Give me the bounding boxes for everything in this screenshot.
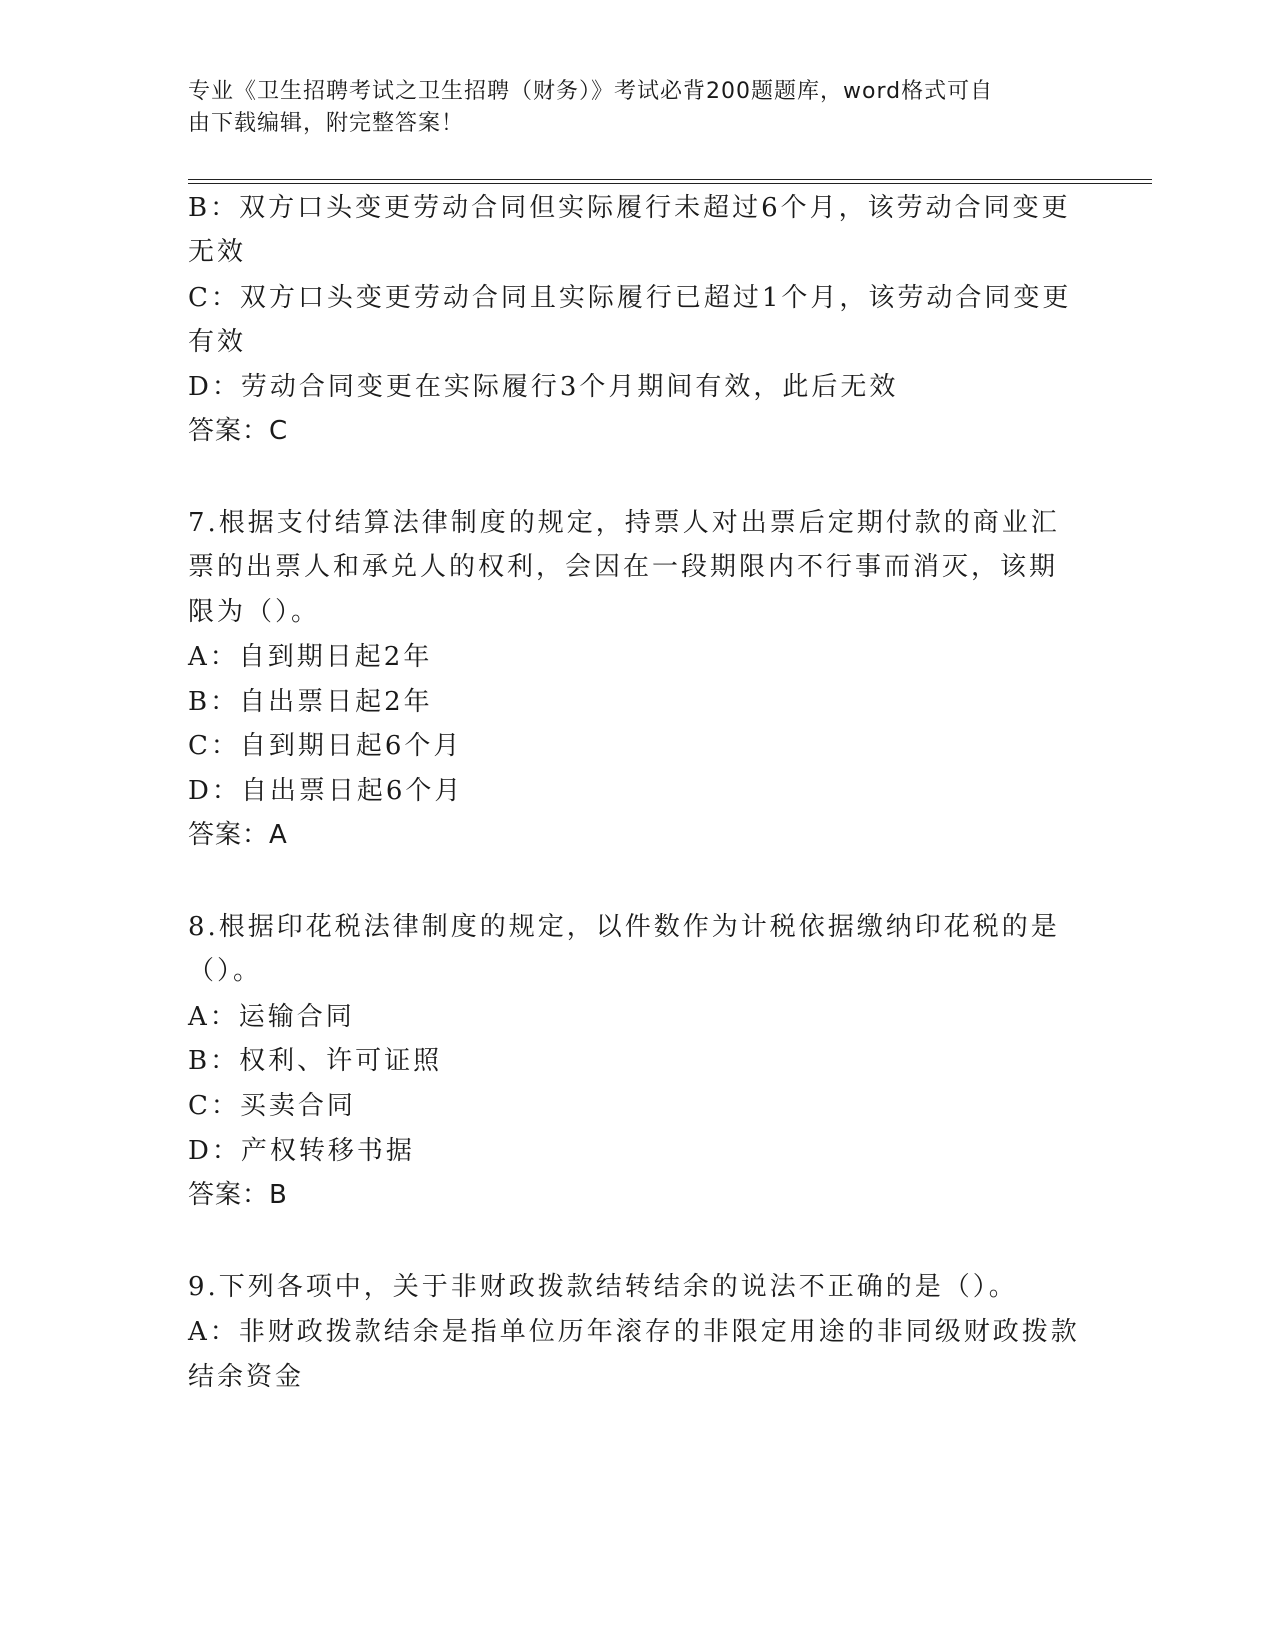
q6-option-b-line-1: B：双方口头变更劳动合同但实际履行未超过6个月，该劳动合同变更 bbox=[188, 193, 1071, 223]
q8-option-c: C：买卖合同 bbox=[188, 1091, 356, 1121]
q6-option-c-line-1: C：双方口头变更劳动合同且实际履行已超过1个月，该劳动合同变更 bbox=[188, 283, 1072, 313]
q8-stem-line-2: （）。 bbox=[188, 956, 263, 986]
q7-stem-line-3: 限为（）。 bbox=[188, 597, 321, 627]
q7-stem-line-2: 票的出票人和承兑人的权利，会因在一段期限内不行事而消灭，该期 bbox=[188, 552, 1059, 582]
q7-option-b: B：自出票日起2年 bbox=[188, 687, 433, 717]
q8-option-a: A：运输合同 bbox=[188, 1002, 355, 1032]
header-divider-bottom bbox=[188, 183, 1152, 184]
q9-option-a-line-1: A：非财政拨款结余是指单位历年滚存的非限定用途的非同级财政拨款 bbox=[188, 1317, 1080, 1347]
q7-answer: 答案：A bbox=[188, 820, 288, 850]
q6-option-b-line-2: 无效 bbox=[188, 237, 247, 267]
q6-answer: 答案：C bbox=[188, 416, 289, 446]
q7-stem-line-1: 7.根据支付结算法律制度的规定，持票人对出票后定期付款的商业汇 bbox=[188, 508, 1060, 538]
q7-option-a: A：自到期日起2年 bbox=[188, 642, 433, 672]
q7-option-d: D：自出票日起6个月 bbox=[188, 776, 464, 806]
header-divider-top bbox=[188, 179, 1152, 180]
q8-option-d: D：产权转移书据 bbox=[188, 1136, 415, 1166]
q9-option-a-line-2: 结余资金 bbox=[188, 1362, 305, 1392]
header-line-2: 由下载编辑，附完整答案！ bbox=[188, 111, 465, 136]
q9-stem-line-1: 9.下列各项中，关于非财政拨款结转结余的说法不正确的是（）。 bbox=[188, 1272, 1018, 1302]
q6-option-d: D：劳动合同变更在实际履行3个月期间有效，此后无效 bbox=[188, 372, 899, 402]
q6-option-c-line-2: 有效 bbox=[188, 327, 247, 357]
header-line-1: 专业《卫生招聘考试之卫生招聘（财务）》考试必背200题题库，word格式可自 bbox=[188, 79, 994, 104]
q8-option-b: B：权利、许可证照 bbox=[188, 1046, 443, 1076]
q8-answer: 答案：B bbox=[188, 1180, 288, 1210]
q8-stem-line-1: 8.根据印花税法律制度的规定，以件数作为计税依据缴纳印花税的是 bbox=[188, 912, 1060, 942]
q7-option-c: C：自到期日起6个月 bbox=[188, 731, 463, 761]
document-header bbox=[188, 76, 1088, 140]
